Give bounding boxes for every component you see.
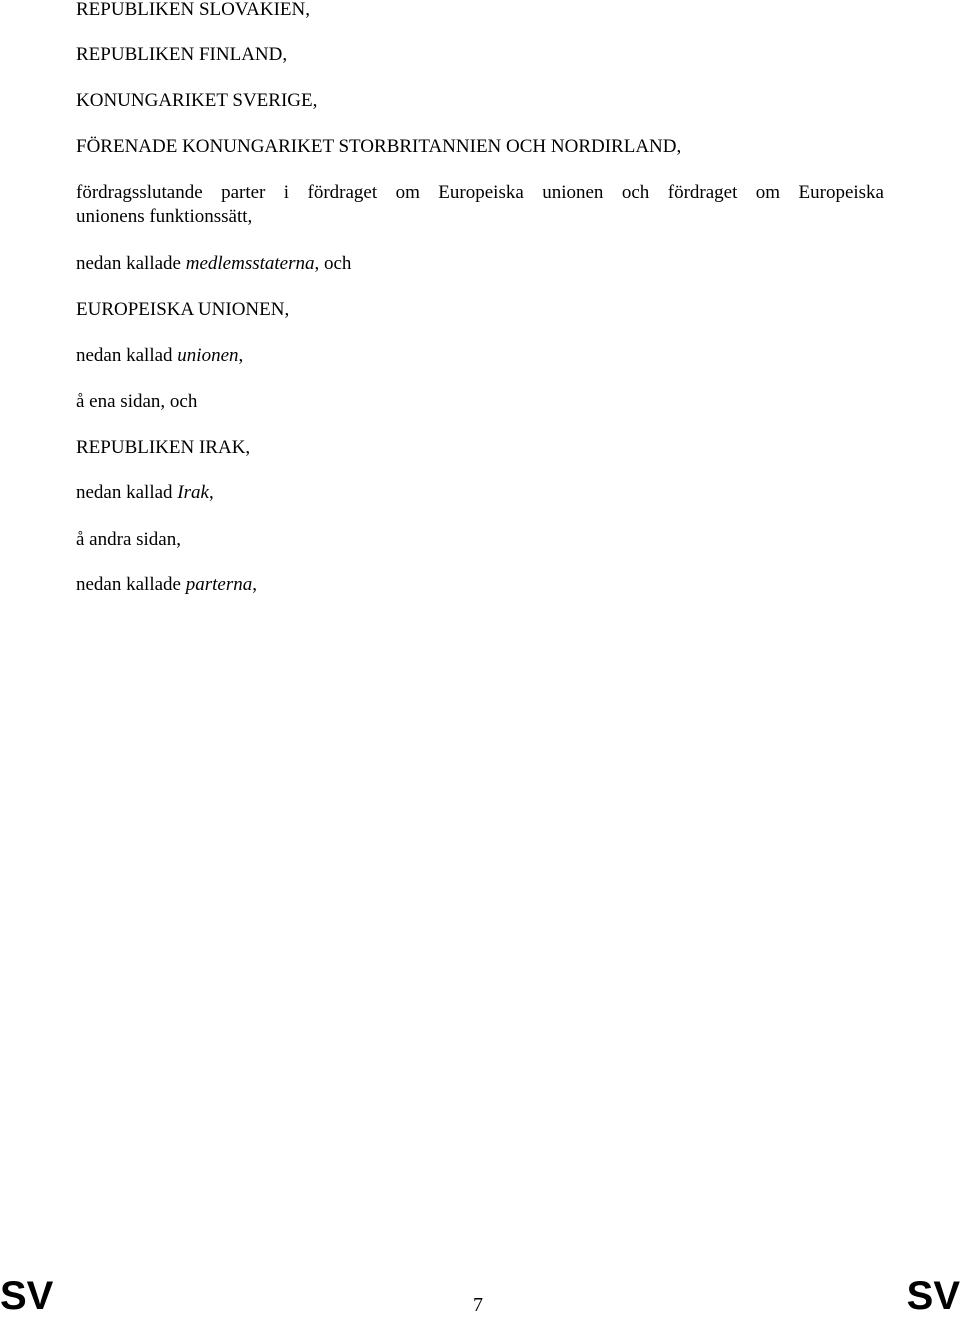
irak-prefix: nedan kallad [76, 482, 178, 503]
party-sverige: KONUNGARIKET SVERIGE, [76, 90, 318, 111]
party-irak: REPUBLIKEN IRAK, [76, 437, 251, 458]
party-finland: REPUBLIKEN FINLAND, [76, 44, 288, 65]
union-term: unionen [177, 345, 239, 366]
member-states-suffix: , och [314, 253, 352, 274]
union-definition [76, 344, 243, 368]
contracting-parties-paragraph [76, 181, 884, 229]
parties-suffix: , [252, 574, 257, 595]
party-storbritannien: FÖRENADE KONUNGARIKET STORBRITANNIEN OCH NORDIRLAND, [76, 136, 682, 157]
footer-language-left: SV [0, 1274, 54, 1318]
footer-language-right: SV [906, 1274, 960, 1318]
parties-prefix: nedan kallade [76, 574, 186, 595]
contracting-parties-line-1: fördragsslutande parter i fördraget om Europeiska unionen och fördraget om Europeiska [76, 182, 884, 203]
union-suffix: , [238, 345, 244, 366]
party-slovakien: REPUBLIKEN SLOVAKIEN, [76, 0, 310, 20]
irak-term: Irak [177, 482, 209, 503]
page-number: 7 [473, 1294, 483, 1316]
party-eu: EUROPEISKA UNIONEN, [76, 299, 290, 320]
irak-definition [76, 481, 214, 505]
parties-definition [76, 573, 257, 597]
other-side-text: å andra sidan, [76, 529, 181, 550]
irak-suffix: , [208, 482, 214, 503]
one-side-text: å ena sidan, och [76, 391, 198, 412]
parties-term: parterna [185, 574, 253, 595]
member-states-prefix: nedan kallade [76, 253, 186, 274]
union-prefix: nedan kallad [76, 345, 178, 366]
member-states-definition [76, 252, 351, 276]
member-states-term: medlemsstaterna [185, 253, 315, 274]
contracting-parties-line-2: unionens funktionssätt, [76, 206, 253, 227]
